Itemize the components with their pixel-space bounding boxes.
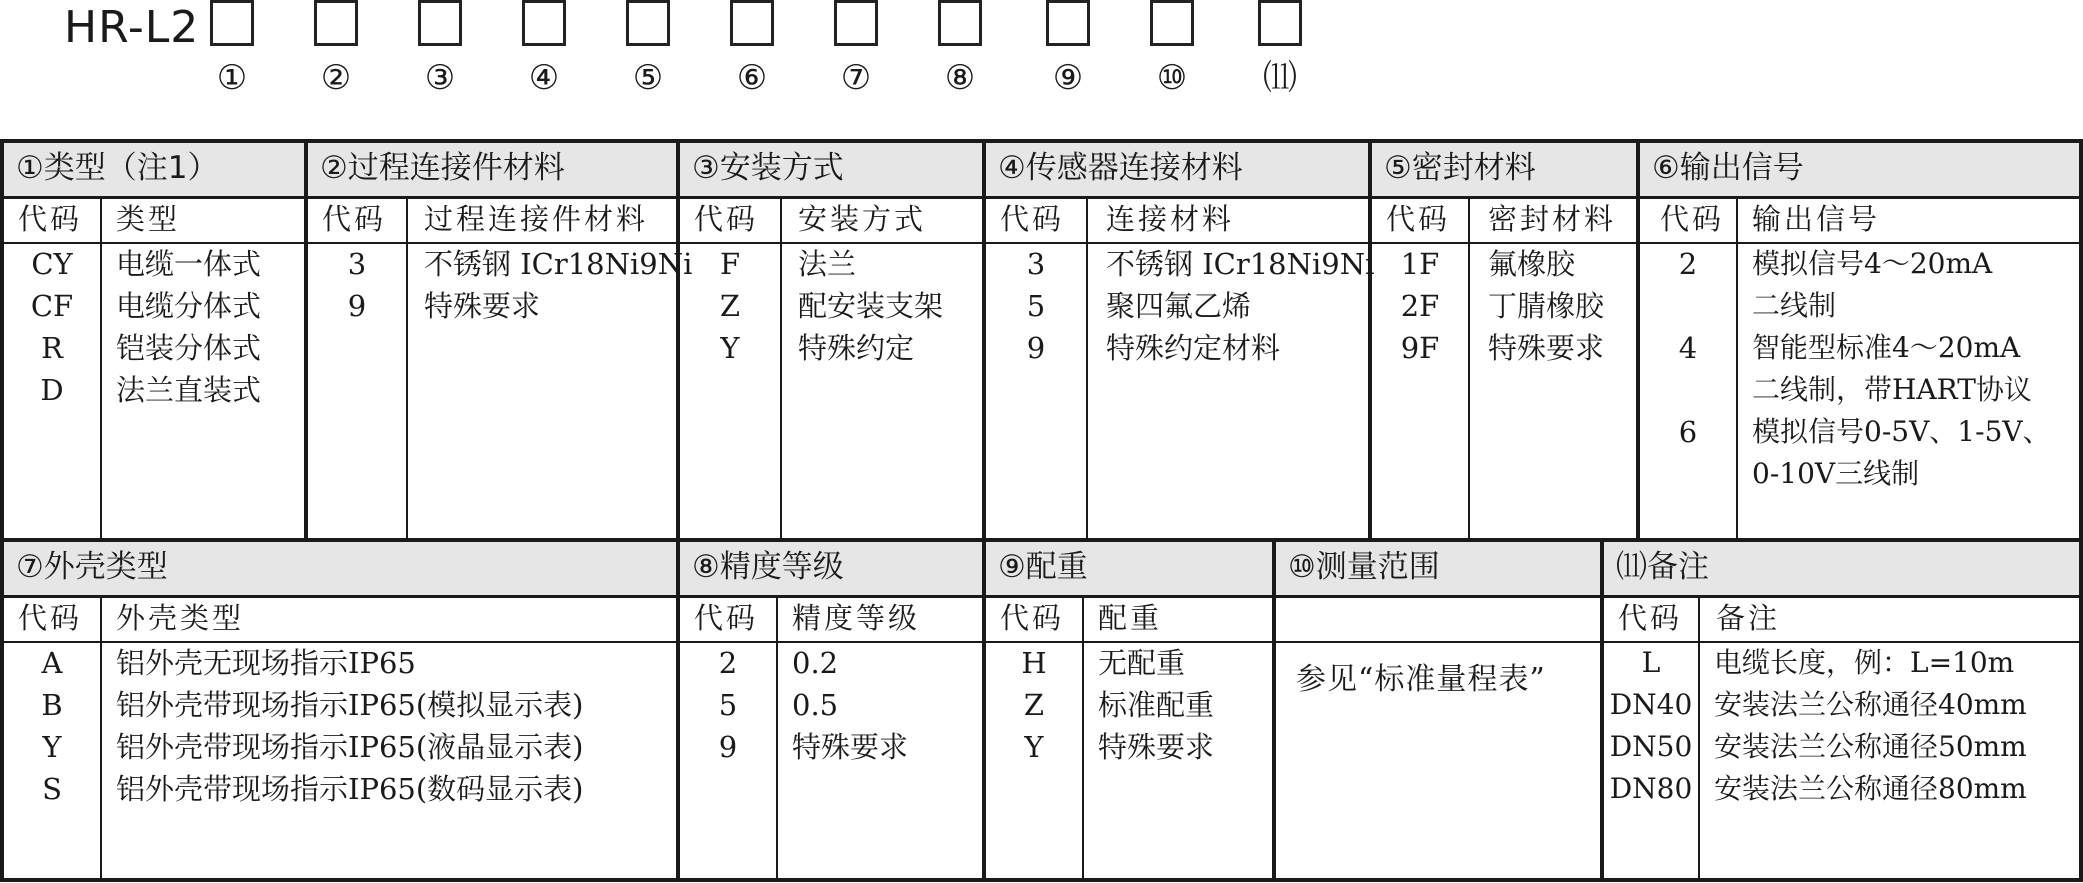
code-cell bbox=[1640, 285, 1736, 327]
section-title: ⑥输出信号 bbox=[1640, 143, 2079, 199]
desc-column-header: 输出信号 bbox=[1752, 202, 1881, 236]
section-type bbox=[0, 139, 308, 538]
desc-cell: 铠装分体式 bbox=[116, 331, 262, 365]
code-slot-3 bbox=[418, 0, 470, 100]
code-slot-2 bbox=[314, 0, 366, 100]
code-cell: Y bbox=[1024, 730, 1044, 764]
code-slot-9 bbox=[1046, 0, 1098, 100]
code-list bbox=[680, 642, 776, 768]
desc-cell: 铝外壳带现场指示IP65(模拟显示表) bbox=[116, 688, 584, 722]
position-number: ② bbox=[320, 58, 352, 98]
code-cell: 9F bbox=[1400, 331, 1440, 365]
code-cell: 5 bbox=[718, 688, 738, 722]
desc-cell: 铝外壳无现场指示IP65 bbox=[116, 646, 416, 680]
desc-cell: 二线制，带HART协议 bbox=[1752, 373, 2032, 406]
code-list bbox=[4, 243, 100, 411]
model-prefix: HR-L2 bbox=[64, 2, 200, 53]
code-slot-5 bbox=[626, 0, 678, 100]
code-cell: L bbox=[1641, 646, 1661, 679]
desc-cell: 特殊约定 bbox=[798, 331, 915, 365]
spec-row-1 bbox=[0, 139, 2083, 538]
code-slot-10 bbox=[1150, 0, 1202, 100]
section-title: ⑨配重 bbox=[986, 542, 1276, 598]
position-number: ⑩ bbox=[1156, 58, 1188, 98]
section-mounting bbox=[676, 139, 986, 538]
code-list bbox=[1640, 243, 1736, 495]
desc-cell: 安装法兰公称通径80mm bbox=[1714, 772, 2027, 805]
section-weight bbox=[982, 538, 1276, 882]
section-title: ⑤密封材料 bbox=[1372, 143, 1640, 199]
code-cell: Y bbox=[42, 730, 62, 764]
section-range bbox=[1272, 538, 1604, 882]
position-number: ⑤ bbox=[632, 58, 664, 98]
section-process-material bbox=[304, 139, 693, 538]
section-accuracy bbox=[676, 538, 986, 882]
code-cell: Y bbox=[720, 331, 740, 365]
section-title: ⑾备注 bbox=[1604, 542, 2079, 598]
desc-cell: 电缆一体式 bbox=[116, 247, 262, 281]
code-cell: Z bbox=[719, 289, 741, 323]
code-list bbox=[1372, 243, 1468, 369]
desc-cell: 电缆分体式 bbox=[116, 289, 262, 323]
code-box bbox=[314, 0, 358, 46]
code-box bbox=[210, 0, 254, 46]
desc-cell: 安装法兰公称通径40mm bbox=[1714, 688, 2027, 721]
desc-cell: 模拟信号4～20mA bbox=[1752, 247, 1993, 280]
code-cell bbox=[1640, 369, 1736, 411]
desc-column-header: 外壳类型 bbox=[116, 601, 245, 635]
column-divider bbox=[1736, 199, 1738, 538]
code-column-header: 代码 bbox=[18, 601, 83, 635]
desc-column-header: 连接材料 bbox=[1106, 202, 1235, 236]
code-box bbox=[626, 0, 670, 46]
code-cell: F bbox=[719, 247, 741, 281]
desc-list bbox=[798, 243, 943, 369]
code-cell: 5 bbox=[1026, 289, 1046, 323]
desc-cell: 铝外壳带现场指示IP65(液晶显示表) bbox=[116, 730, 584, 764]
desc-cell: 安装法兰公称通径50mm bbox=[1714, 730, 2027, 763]
code-cell: DN50 bbox=[1609, 730, 1693, 763]
section-title: ③安装方式 bbox=[680, 143, 986, 199]
desc-cell: 0-10V三线制 bbox=[1752, 457, 1920, 490]
desc-cell: 氟橡胶 bbox=[1488, 247, 1576, 281]
section-title: ①类型（注1） bbox=[4, 143, 308, 199]
column-divider bbox=[780, 199, 782, 538]
column-divider bbox=[100, 199, 102, 538]
desc-column-header: 精度等级 bbox=[792, 601, 921, 635]
desc-cell: 模拟信号0-5V、1-5V、 bbox=[1752, 415, 2051, 448]
code-box bbox=[730, 0, 774, 46]
section-seal bbox=[1368, 139, 1640, 538]
code-cell: 3 bbox=[347, 247, 367, 281]
section-title: ⑧精度等级 bbox=[680, 542, 986, 598]
code-column-header: 代码 bbox=[1618, 601, 1683, 635]
desc-list bbox=[116, 642, 584, 810]
code-cell: DN80 bbox=[1609, 772, 1693, 805]
column-divider bbox=[1468, 199, 1470, 538]
code-cell: 2F bbox=[1400, 289, 1440, 323]
desc-cell: 标准配重 bbox=[1098, 688, 1215, 722]
code-column-header: 代码 bbox=[1660, 202, 1725, 236]
desc-list bbox=[1098, 642, 1214, 768]
code-cell: 9 bbox=[1026, 331, 1046, 365]
code-slot-7 bbox=[834, 0, 886, 100]
code-cell: R bbox=[41, 331, 63, 365]
desc-column-header: 安装方式 bbox=[798, 202, 927, 236]
code-list bbox=[986, 642, 1082, 768]
spec-table bbox=[0, 139, 2083, 882]
position-number: ⑧ bbox=[944, 58, 976, 98]
code-cell: 9 bbox=[347, 289, 367, 323]
code-cell: 2 bbox=[1678, 247, 1698, 281]
desc-cell: 特殊要求 bbox=[424, 289, 541, 323]
desc-cell: 特殊约定材料 bbox=[1106, 331, 1281, 365]
code-box bbox=[1258, 0, 1302, 46]
desc-cell: 不锈钢 ICr18Ni9Ni bbox=[424, 247, 693, 281]
column-divider bbox=[1086, 199, 1088, 538]
position-number: ⑨ bbox=[1052, 58, 1084, 98]
desc-cell: 法兰 bbox=[798, 247, 857, 281]
desc-cell: 电缆长度，例：L=10m bbox=[1714, 646, 2015, 679]
desc-cell: 0.5 bbox=[792, 688, 839, 722]
column-divider bbox=[1698, 598, 1700, 878]
code-cell: 1F bbox=[1400, 247, 1440, 281]
desc-list bbox=[1714, 642, 2027, 810]
desc-cell: 特殊要求 bbox=[1098, 730, 1215, 764]
desc-list bbox=[424, 243, 692, 327]
code-cell: 2 bbox=[718, 646, 738, 680]
desc-list bbox=[1752, 243, 2051, 495]
code-cell bbox=[1640, 453, 1736, 495]
section-output bbox=[1636, 139, 2083, 538]
code-cell: CF bbox=[30, 289, 74, 323]
code-cell: B bbox=[41, 688, 63, 722]
desc-column-header: 密封材料 bbox=[1488, 202, 1617, 236]
header-rule bbox=[1276, 641, 1604, 643]
column-divider bbox=[1082, 598, 1084, 878]
code-column-header: 代码 bbox=[1000, 601, 1065, 635]
section-remarks bbox=[1600, 538, 2083, 882]
code-cell: S bbox=[42, 772, 62, 806]
code-box bbox=[1150, 0, 1194, 46]
code-cell: CY bbox=[31, 247, 73, 281]
desc-column-header: 类型 bbox=[116, 202, 181, 236]
range-note: 参见“标准量程表” bbox=[1296, 662, 1546, 697]
code-box bbox=[418, 0, 462, 46]
code-box bbox=[834, 0, 878, 46]
position-number: ⑥ bbox=[736, 58, 768, 98]
code-box bbox=[938, 0, 982, 46]
code-list bbox=[1604, 642, 1698, 810]
code-column-header: 代码 bbox=[322, 202, 387, 236]
spec-row-2 bbox=[0, 538, 2083, 882]
code-slot-6 bbox=[730, 0, 782, 100]
position-number: ④ bbox=[528, 58, 560, 98]
position-number: ③ bbox=[424, 58, 456, 98]
desc-cell: 无配重 bbox=[1098, 646, 1186, 680]
position-number: ① bbox=[216, 58, 248, 98]
code-cell: 4 bbox=[1678, 331, 1698, 365]
code-cell: 9 bbox=[718, 730, 738, 764]
desc-column-header: 备注 bbox=[1716, 601, 1781, 635]
code-list bbox=[986, 243, 1086, 369]
code-column-header: 代码 bbox=[694, 601, 759, 635]
code-cell: H bbox=[1021, 646, 1047, 680]
desc-list bbox=[1488, 243, 1604, 369]
code-cell: DN40 bbox=[1609, 688, 1693, 721]
code-cell: D bbox=[40, 373, 64, 407]
desc-cell: 智能型标准4～20mA bbox=[1752, 331, 2021, 364]
desc-cell: 铝外壳带现场指示IP65(数码显示表) bbox=[116, 772, 584, 806]
column-divider bbox=[100, 598, 102, 878]
desc-column-header: 过程连接件材料 bbox=[424, 202, 649, 236]
desc-column-header: 配重 bbox=[1098, 601, 1163, 635]
code-cell: 3 bbox=[1026, 247, 1046, 281]
section-title: ⑩测量范围 bbox=[1276, 542, 1604, 598]
code-column-header: 代码 bbox=[18, 202, 83, 236]
column-divider bbox=[776, 598, 778, 878]
code-list bbox=[680, 243, 780, 369]
code-slot-8 bbox=[938, 0, 990, 100]
code-column-header: 代码 bbox=[1000, 202, 1065, 236]
position-number: ⑾ bbox=[1263, 58, 1297, 98]
code-list bbox=[4, 642, 100, 810]
desc-cell: 不锈钢 ICr18Ni9Ni bbox=[1106, 247, 1375, 281]
code-box bbox=[1046, 0, 1090, 46]
code-cell: A bbox=[41, 646, 63, 680]
desc-cell: 丁腈橡胶 bbox=[1488, 289, 1605, 323]
code-cell: Z bbox=[1023, 688, 1045, 722]
desc-cell: 聚四氟乙烯 bbox=[1106, 289, 1252, 323]
desc-cell: 特殊要求 bbox=[792, 730, 909, 764]
code-cell: 6 bbox=[1678, 415, 1698, 449]
section-housing bbox=[0, 538, 680, 882]
desc-cell: 法兰直装式 bbox=[116, 373, 262, 407]
desc-cell: 二线制 bbox=[1752, 289, 1837, 322]
code-column-header: 代码 bbox=[694, 202, 759, 236]
code-slot-4 bbox=[522, 0, 574, 100]
model-code-builder bbox=[64, 0, 1364, 110]
desc-cell: 特殊要求 bbox=[1488, 331, 1605, 365]
desc-list bbox=[116, 243, 261, 411]
section-title: ②过程连接件材料 bbox=[308, 143, 680, 199]
section-sensor-material bbox=[982, 139, 1375, 538]
section-title: ④传感器连接材料 bbox=[986, 143, 1372, 199]
column-divider bbox=[406, 199, 408, 538]
section-title: ⑦外壳类型 bbox=[4, 542, 680, 598]
desc-list bbox=[792, 642, 908, 768]
desc-list bbox=[1106, 243, 1374, 369]
desc-cell: 0.2 bbox=[792, 646, 839, 680]
code-slot-11 bbox=[1258, 0, 1310, 100]
desc-cell: 配安装支架 bbox=[798, 289, 944, 323]
code-box bbox=[522, 0, 566, 46]
position-number: ⑦ bbox=[840, 58, 872, 98]
code-list bbox=[308, 243, 406, 327]
code-slot-1 bbox=[210, 0, 262, 100]
code-column-header: 代码 bbox=[1386, 202, 1451, 236]
